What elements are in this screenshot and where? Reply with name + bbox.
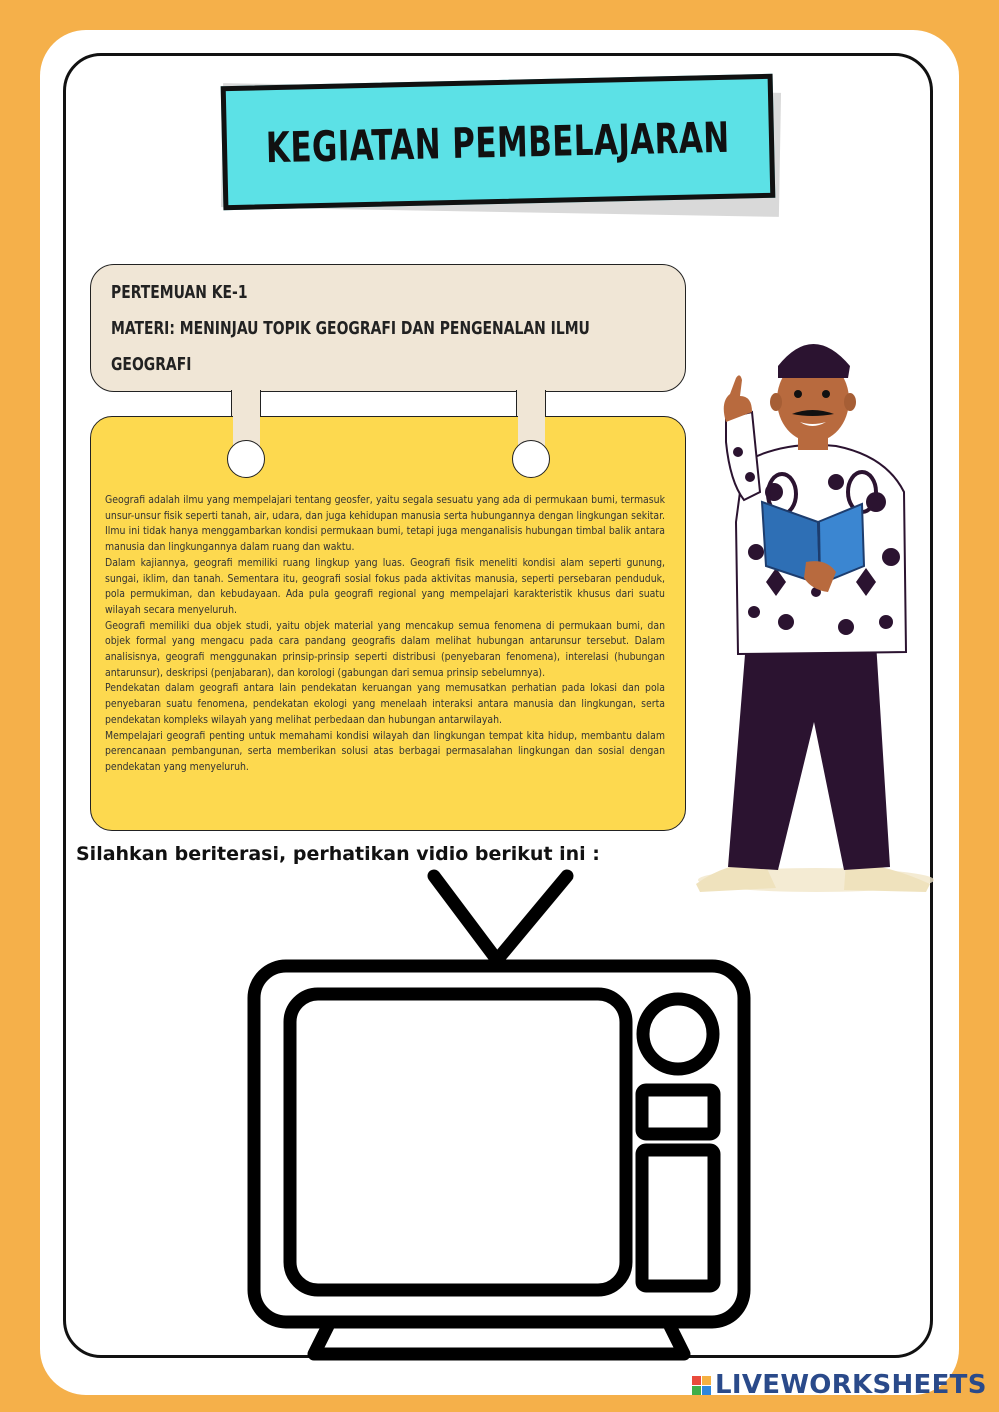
meeting-topic: MATERI: MENINJAU TOPIK GEOGRAFI DAN PENGENALAN ILMU	[111, 318, 590, 339]
page-title: KEGIATAN PEMBELAJARAN	[265, 112, 731, 172]
reading-content-box	[90, 416, 686, 831]
reading-paragraph: Mempelajari geografi penting untuk memahami kondisi wilayah dan lingkungan tempat kita hidup, membantu dalam perencanaan pembangunan, serta memberikan solusi atas berbagai permasalahan lingkungan dan sosial dengan pendekatan yang menyeluruh.	[105, 729, 665, 773]
reading-paragraph: Dalam kajiannya, geografi memiliki ruang lingkup yang luas. Geografi fisik meneliti kondisi alam seperti gunung, sungai, iklim, dan tanah. Sementara itu, geografi sosial fokus pada aktivitas manusia, seperti persebaran penduduk, pola permukiman, dan kebudayaan. Ada pula geografi regional yang mempelajari karakteristik khusus dari suatu wilayah secara menyeluruh.	[105, 556, 665, 616]
meeting-topic-cont: GEOGRAFI	[111, 354, 192, 375]
meeting-number: PERTEMUAN KE-1	[111, 282, 248, 303]
liveworksheets-logo-icon	[692, 1376, 711, 1395]
binder-ring-left	[227, 440, 265, 478]
video-instruction: Silahkan beriterasi, perhatikan vidio berikut ini :	[76, 843, 600, 865]
television-icon	[240, 864, 760, 1364]
liveworksheets-watermark	[692, 1370, 987, 1400]
reading-paragraph: Geografi adalah ilmu yang mempelajari tentang geosfer, yaitu segala sesuatu yang ada di permukaan bumi, termasuk unsur-unsur fisik seperti tanah, air, udara, dan juga kehidupan manusia serta hubungannya dengan lingkungan sekitar. Ilmu ini tidak hanya menggambarkan kondisi permukaan bumi, tetapi juga menganalisis hubungan timbal balik antara manusia dan lingkungannya dalam ruang dan waktu.	[105, 494, 665, 554]
watermark-text: LIVEWORKSHEETS	[715, 1370, 987, 1400]
reading-paragraph: Geografi memiliki dua objek studi, yaitu objek material yang mencakup semua fenomena di permukaan bumi, dan objek formal yang mengacu pada cara pandang geografis dalam melihat hubungan antarunsur tersebut. Dalam analisisnya, geografi menggunakan prinsip-prinsip seperti distribusi (penyebaran fenomena), interelasi (hubungan antarunsur), deskripsi (penjabaran), dan korologi (gabungan dari semua prinsip sebelumnya).	[105, 619, 665, 679]
title-banner	[221, 74, 776, 210]
binder-ring-right	[512, 440, 550, 478]
meeting-info-box	[90, 264, 686, 392]
teacher-illustration	[686, 322, 936, 897]
reading-paragraph: Pendekatan dalam geografi antara lain pendekatan keruangan yang memusatkan perhatian pada lokasi dan pola penyebaran suatu fenomena, pendekatan ekologi yang menelaah interaksi antara manusia dan lingkungan, serta pendekatan kompleks wilayah yang melihat perbedaan dan hubungan antarwilayah.	[105, 682, 665, 726]
